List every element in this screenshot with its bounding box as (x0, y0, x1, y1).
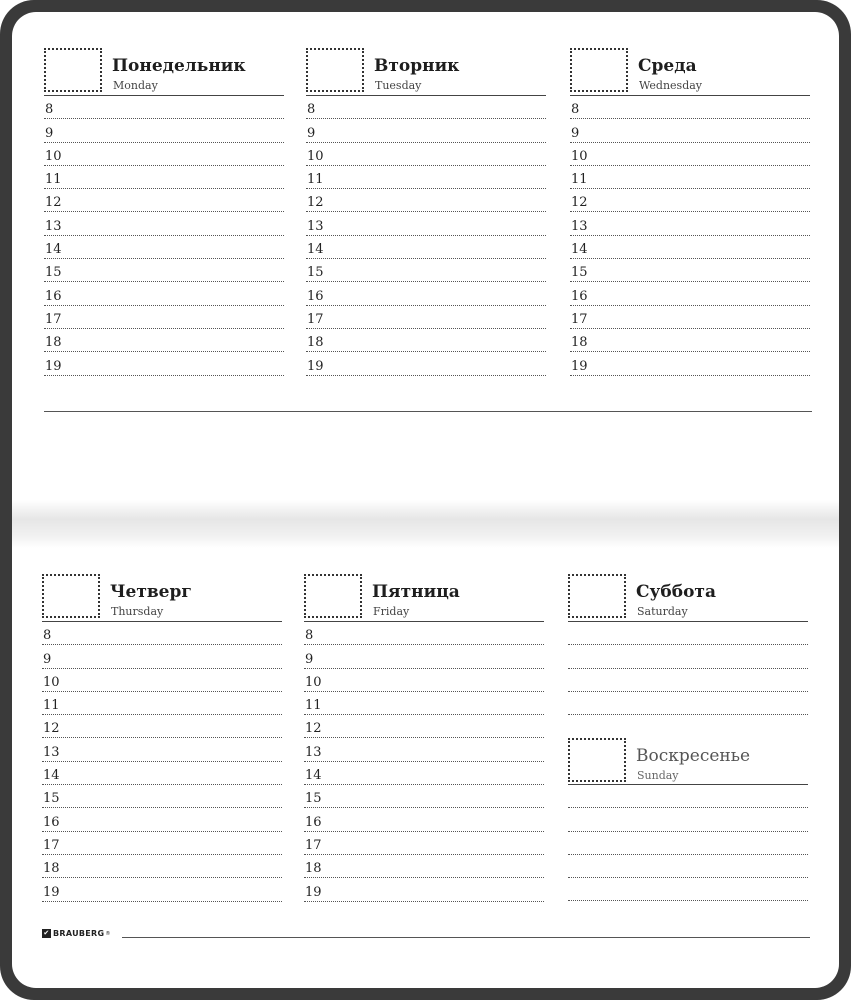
note-lines[interactable] (568, 785, 808, 901)
hour-row[interactable] (42, 669, 282, 692)
hour-label: 17 (305, 837, 322, 853)
hour-label: 13 (45, 218, 62, 234)
page-fold (12, 500, 839, 548)
hour-row[interactable] (304, 738, 544, 761)
hour-row[interactable] (42, 878, 282, 901)
hour-label: 17 (571, 311, 588, 327)
day-subtitle: Thursday (111, 605, 164, 618)
hour-label: 10 (43, 674, 60, 690)
brand-name: BRAUBERG (53, 929, 105, 938)
hour-label: 9 (571, 125, 580, 141)
hour-label: 11 (45, 172, 62, 188)
hour-label: 18 (307, 335, 324, 351)
date-box[interactable] (570, 48, 628, 92)
hour-label: 9 (307, 125, 316, 141)
hour-label: 15 (571, 265, 588, 281)
hour-row[interactable] (304, 878, 544, 901)
hour-row[interactable] (42, 762, 282, 785)
hour-label: 17 (307, 311, 324, 327)
hour-label: 16 (43, 814, 60, 830)
hour-label: 13 (571, 218, 588, 234)
hour-row[interactable] (304, 762, 544, 785)
brand-logo: ✔ BRAUBERG ® (43, 929, 111, 938)
hour-label: 9 (43, 651, 52, 667)
day-subtitle: Wednesday (639, 79, 703, 92)
hour-row[interactable] (306, 282, 546, 305)
hour-row[interactable] (306, 329, 546, 352)
hour-label: 13 (305, 744, 322, 760)
date-box[interactable] (42, 574, 100, 618)
day-title: Воскресенье (636, 746, 751, 766)
hour-label: 9 (45, 125, 54, 141)
hour-row[interactable] (306, 259, 546, 282)
hour-row[interactable] (44, 143, 284, 166)
day-subtitle: Monday (113, 79, 158, 92)
hour-label: 19 (571, 358, 588, 374)
hour-row[interactable] (306, 189, 546, 212)
hour-label: 14 (45, 242, 62, 258)
hour-label: 18 (571, 335, 588, 351)
hour-row[interactable] (304, 855, 544, 878)
hour-row[interactable] (304, 645, 544, 668)
hour-label: 14 (571, 242, 588, 258)
hour-list (44, 96, 284, 376)
hour-label: 8 (571, 102, 580, 118)
hour-label: 8 (305, 628, 314, 644)
day-subtitle: Saturday (637, 605, 688, 618)
hour-row[interactable] (306, 119, 546, 142)
hour-label: 11 (571, 172, 588, 188)
hour-row[interactable] (570, 119, 810, 142)
planner-page (12, 12, 839, 988)
hour-label: 8 (307, 102, 316, 118)
hour-list (570, 96, 810, 376)
hour-label: 18 (305, 861, 322, 877)
hour-label: 19 (45, 358, 62, 374)
day-title: Четверг (110, 582, 192, 602)
hour-label: 16 (571, 288, 588, 304)
hour-list (42, 622, 282, 902)
day-subtitle: Friday (373, 605, 410, 618)
hour-row[interactable] (44, 189, 284, 212)
hour-row[interactable] (570, 166, 810, 189)
day-subtitle: Sunday (637, 769, 679, 782)
hour-row[interactable] (44, 166, 284, 189)
hour-row[interactable] (570, 96, 810, 119)
hour-row[interactable] (570, 143, 810, 166)
hour-row[interactable] (306, 166, 546, 189)
hour-row[interactable] (304, 669, 544, 692)
hour-row[interactable] (570, 212, 810, 235)
hour-label: 12 (305, 721, 322, 737)
hour-row[interactable] (42, 622, 282, 645)
date-box[interactable] (568, 738, 626, 782)
hour-row[interactable] (306, 306, 546, 329)
hour-label: 18 (43, 861, 60, 877)
hour-row[interactable] (570, 306, 810, 329)
hour-label: 19 (43, 884, 60, 900)
hour-row[interactable] (570, 259, 810, 282)
hour-row[interactable] (44, 259, 284, 282)
hour-label: 13 (307, 218, 324, 234)
hour-row[interactable] (44, 236, 284, 259)
date-box[interactable] (306, 48, 364, 92)
hour-row[interactable] (306, 236, 546, 259)
hour-label: 12 (307, 195, 324, 211)
hour-row[interactable] (44, 329, 284, 352)
date-box[interactable] (44, 48, 102, 92)
check-icon: ✔ (43, 929, 50, 937)
hour-row[interactable] (42, 715, 282, 738)
hour-row[interactable] (304, 785, 544, 808)
hour-row[interactable] (44, 212, 284, 235)
hour-label: 10 (307, 148, 324, 164)
hour-row[interactable] (44, 96, 284, 119)
hour-row[interactable] (306, 96, 546, 119)
hour-label: 11 (43, 698, 60, 714)
hour-label: 19 (307, 358, 324, 374)
hour-label: 16 (45, 288, 62, 304)
hour-label: 9 (305, 651, 314, 667)
hour-row[interactable] (42, 808, 282, 831)
hour-row[interactable] (570, 189, 810, 212)
hour-row[interactable] (44, 119, 284, 142)
hour-row[interactable] (306, 212, 546, 235)
hour-row[interactable] (42, 738, 282, 761)
day-subtitle: Tuesday (375, 79, 422, 92)
hour-row[interactable] (44, 282, 284, 305)
hour-label: 16 (307, 288, 324, 304)
hour-row[interactable] (304, 832, 544, 855)
day-title: Вторник (374, 56, 460, 76)
hour-row[interactable] (42, 832, 282, 855)
hour-row[interactable] (304, 692, 544, 715)
hour-row[interactable] (306, 143, 546, 166)
hour-label: 10 (305, 674, 322, 690)
hour-row[interactable] (42, 785, 282, 808)
hour-label: 8 (45, 102, 54, 118)
day-title: Среда (638, 56, 697, 76)
hour-label: 10 (571, 148, 588, 164)
notes-line[interactable] (44, 411, 812, 412)
hour-row[interactable] (304, 622, 544, 645)
hour-row[interactable] (306, 352, 546, 375)
note-lines[interactable] (568, 622, 808, 715)
hour-label: 13 (43, 744, 60, 760)
hour-label: 14 (305, 768, 322, 784)
hour-label: 15 (307, 265, 324, 281)
hour-label: 14 (43, 768, 60, 784)
hour-label: 12 (43, 721, 60, 737)
day-title: Понедельник (112, 56, 246, 76)
hour-label: 10 (45, 148, 62, 164)
hour-row[interactable] (44, 306, 284, 329)
hour-label: 14 (307, 242, 324, 258)
date-box[interactable] (568, 574, 626, 618)
hour-list (304, 622, 544, 902)
hour-label: 15 (305, 791, 322, 807)
hour-row[interactable] (570, 329, 810, 352)
hour-label: 11 (305, 698, 322, 714)
hour-label: 8 (43, 628, 52, 644)
hour-row[interactable] (42, 645, 282, 668)
hour-row[interactable] (570, 236, 810, 259)
hour-row[interactable] (42, 692, 282, 715)
hour-label: 19 (305, 884, 322, 900)
hour-label: 15 (45, 265, 62, 281)
hour-list (306, 96, 546, 376)
hour-row[interactable] (304, 715, 544, 738)
day-title: Пятница (372, 582, 460, 602)
hour-label: 17 (45, 311, 62, 327)
footer-notes-line[interactable] (122, 937, 810, 938)
hour-label: 15 (43, 791, 60, 807)
date-box[interactable] (304, 574, 362, 618)
hour-label: 11 (307, 172, 324, 188)
hour-row[interactable] (44, 352, 284, 375)
hour-label: 16 (305, 814, 322, 830)
hour-row[interactable] (570, 282, 810, 305)
hour-label: 12 (45, 195, 62, 211)
hour-row[interactable] (570, 352, 810, 375)
hour-row[interactable] (304, 808, 544, 831)
hour-label: 18 (45, 335, 62, 351)
hour-row[interactable] (42, 855, 282, 878)
hour-label: 17 (43, 837, 60, 853)
hour-label: 12 (571, 195, 588, 211)
day-title: Суббота (636, 582, 716, 602)
